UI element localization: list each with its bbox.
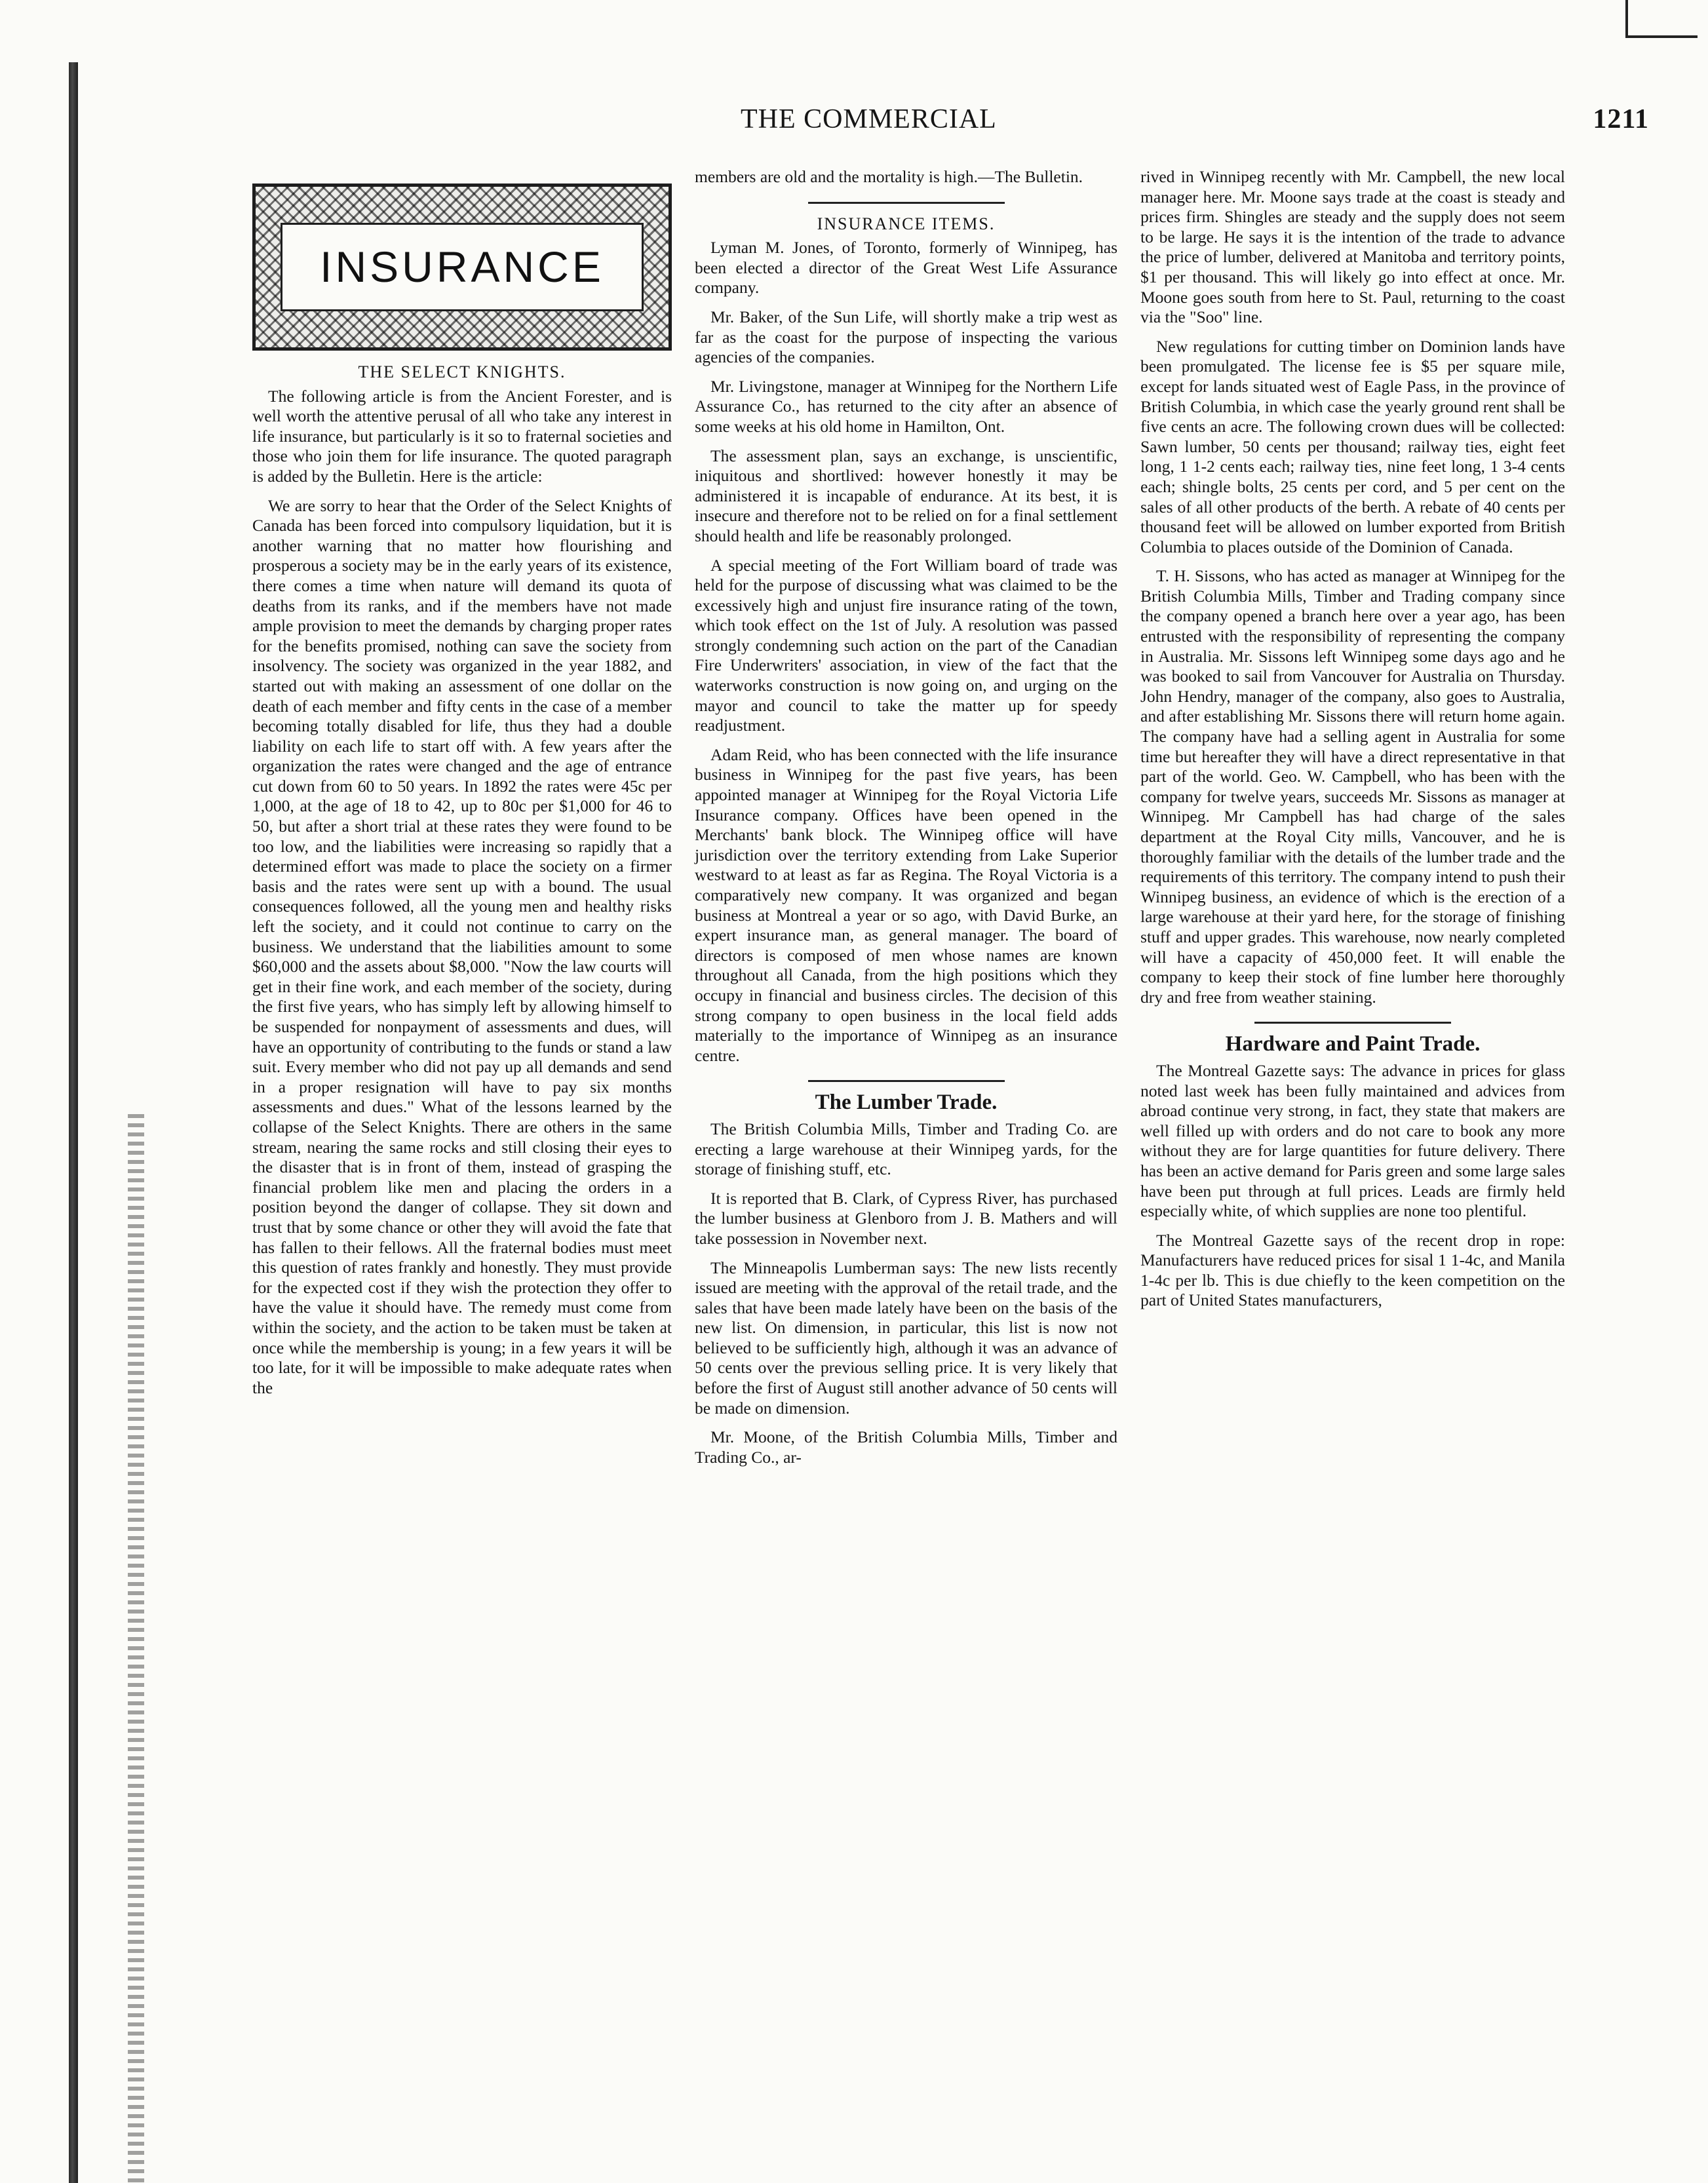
article-paragraph: The following article is from the Ancient Forester, and is well worth the attentive perusal of all who take any interest in life insurance, but particularly is it so to fraternal societies and those who join them for life insurance. The quoted paragraph is added by the Bulletin. Here is the article: <box>252 386 672 486</box>
lumber-continued: rived in Winnipeg recently with Mr. Campbell, the new local manager here. Mr. Moone says trade at the coast is steady and prices firm. Shingles are steady and the supply does not seem to be large. He says it is the intention of the trade to advance the price of lumber, delivered at Manitoba and territory points, $1 per thousand. This will likely go into effect at once. Mr. Moone goes south from here to St. Paul, returning to the coast via the "Soo" line. <box>1140 167 1565 327</box>
hardware-heading: Hardware and Paint Trade. <box>1225 1032 1481 1056</box>
lumber-paragraph: New regulations for cutting timber on Dominion lands have been promulgated. The license fee is $5 per square mile, except for lands situated west of Eagle Pass, in the province of British Columbia, in which case the yearly ground rent shall be five cents an acre. The following crown dues will be collected: Sawn lumber, 50 cents per thousand; railway ties, eight feet long, 1 1-2 cents each; railway ties, nine feet long, 1 3-4 cents each; shingle bolts, 25 cents per cord, and 5 per cent on the sales of all other products of the berth. A rebate of 40 cents per thousand feet will be allowed on lumber exported from British Columbia to places outside of the Dominion of Canada. <box>1140 336 1565 556</box>
banner-title: INSURANCE <box>281 223 644 311</box>
news-item: The assessment plan, says an exchange, is unscientific, iniquitous and shortlived: however honestly it may be administered it is incapable of endurance. At its best, it is insecure and therefore not to be relied on for a final settlement should health and life be reasonably prolonged. <box>695 446 1117 545</box>
news-item: Adam Reid, who has been connected with the life insurance business in Winnipeg for the past five years, has been appointed manager at Winnipeg for the Royal Victoria Life Insurance company. Offices have been opened in the Merchants' bank block. The Winnipeg office will have jurisdiction over the territory extending from Lake Superior westward to at least as far as Regina. The Royal Victoria is a comparatively new company. It was organized and began business at Montreal a year or so ago, with David Burke, an expert insurance man, as general manager. The board of directors is composed of men whose names are known throughout all Canada, from the high positions which they occupy in financial and business circles. The decision of this strong company to open business in the local field adds materially to the importance of Winnipeg as an insurance centre. <box>695 744 1117 1065</box>
lumber-heading: The Lumber Trade. <box>815 1091 998 1115</box>
column-1 <box>252 167 672 1398</box>
binding-texture <box>128 1114 144 2183</box>
binding-edge <box>0 0 147 2183</box>
section-rule <box>808 1080 1005 1082</box>
running-head <box>741 104 1649 143</box>
hardware-paragraph: The Montreal Gazette says of the recent drop in rope: Manufacturers have reduced prices for sisal 1 1-4c, and Manila 1-4c per lb. This is due chiefly to the keen competition on the part of United States manufacturers, <box>1140 1230 1565 1310</box>
news-item: Mr. Livingstone, manager at Winnipeg for the Northern Life Assurance Co., has returned to the city after an absence of some weeks at his old home in Hamilton, Ont. <box>695 376 1117 436</box>
lumber-paragraph: T. H. Sissons, who has acted as manager at Winnipeg for the British Columbia Mills, Timber and Trading company since the company opened a branch here over a year ago, has been entrusted with the responsibility of representing the company in Australia. Mr. Sissons left Winnipeg some days ago and he was booked to sail from Vancouver for Australia on Thursday. John Hendry, manager of the company, also goes to Australia, and after establishing Mr. Sissons there will return home again. The company have had a selling agent in Australia for some time but hereafter they will have a direct representative in that part of the world. Geo. W. Campbell, who has been with the company for twelve years, succeeds Mr. Sissons as manager at Winnipeg. Mr Campbell has had charge of the sales department at the Royal City mills, Vancouver, and he is thoroughly familiar with the details of the lumber trade and the requirements of this territory. The company intend to push their Winnipeg business, an evidence of which is the erection of a large warehouse at their yard here, for the storage of finishing stuff and upper grades. This warehouse, now nearly completed will have a capacity of 450,000 feet. It will enable the company to keep their stock of fine lumber here thoroughly dry and free from weather staining. <box>1140 566 1565 1007</box>
section-banner <box>252 184 672 351</box>
section-rule <box>808 202 1005 204</box>
section-rule <box>1254 1022 1451 1024</box>
article-paragraph: We are sorry to hear that the Order of the Select Knights of Canada has been forced into compulsory liquidation, but it is another warning that no matter how flourishing and prosperous a society may be in the early years of its existence, there comes a time when nature will demand its quota of deaths from its ranks, and if the members have not made ample provision to meet the demands by charging proper rates for the benefits promised, nothing can save the society from insolvency. The society was organized in the year 1882, and started out with making an assessment of one dollar on the death of each member and fifty cents in the case of a member becoming totally disabled for life, thus they had a double liability on each life to start off with. A few years after the organization the rates were changed and the age of entrance cut down from 60 to 50 years. In 1892 the rates were 45c per 1,000, at the age of 18 to 42, up to 80c per $1,000 for 46 to 50, but after a short trial at these rates they were found to be too low, and the liabilities were increasing so rapidly that a determined effort was made to place the society on a firmer basis and the rates were sent up with a bound. The usual consequences followed, all the young men and healthy risks left the society, and it could not continue to carry on the business. We understand that the liabilities amount to some $60,000 and the assets about $8,000. "Now the law courts will get in their fine work, and each member of the society, during the first five years, who has simply left by allowing himself to be suspended for nonpayment of assessments and dues, will have an opportunity of contributing to the funds or stand a law suit. Every member who did not pay up all demands and send in a proper resignation will have to pay six months assessments and dues." What of the lessons learned by the collapse of the Select Knights. There are others in the same stream, nearing the same rocks and still closing their eyes to the disaster that is in front of them, instead of grasping the financial problem like men and placing the orders in a position beyond the danger of collapse. They sit down and trust that by some chance or other they will avoid the fate that has fallen to their fellows. All the fraternal bodies must meet this question of rates frankly and honestly. They must provide for the expected cost if they wish the protection they offer to have the value it should have. The remedy must come from within the society, and the action to be taken must be taken at once while the membership is young; in a few years it will be too late, for it will be impossible to make adequate rates when the <box>252 495 672 1397</box>
lumber-paragraph: The Minneapolis Lumberman says: The new lists recently issued are meeting with the approval of the retail trade, and the sales that have been made lately have been on the basis of the new list. On dimension, in particular, this list is now not believed to be sufficiently high, although it was an advance of 50 cents over the previous selling price. It is very likely that before the first of August still another advance of 50 cents will be made on dimension. <box>695 1258 1117 1418</box>
lumber-paragraph: Mr. Moone, of the British Columbia Mills, Timber and Trading Co., ar- <box>695 1427 1117 1467</box>
continued-paragraph: members are old and the mortality is high.—The Bulletin. <box>695 167 1083 186</box>
article-heading: THE SELECT KNIGHTS. <box>358 362 566 381</box>
crop-mark <box>1625 0 1698 39</box>
binding-shadow <box>69 62 78 2183</box>
items-heading: INSURANCE ITEMS. <box>817 214 996 233</box>
news-item: Mr. Baker, of the Sun Life, will shortly make a trip west as far as the coast for the purpose of inspecting the various agencies of the companies. <box>695 307 1117 367</box>
page-number: 1211 <box>1593 104 1649 134</box>
hardware-paragraph: The Montreal Gazette says: The advance in prices for glass noted last week has been fully maintained and advices from abroad continue very strong, in fact, they state that makers are well filled up with orders and do not care to book any more without they are for large quantities for future delivery. There has been an active demand for Paris green and some large sales have been put through at full prices. Leads are firmly held especially white, of which supplies are none too plentiful. <box>1140 1060 1565 1221</box>
column-3 <box>1140 167 1565 1311</box>
column-2 <box>695 167 1117 1467</box>
lumber-paragraph: It is reported that B. Clark, of Cypress River, has purchased the lumber business at Glenboro from J. B. Mathers and will take possession in November next. <box>695 1188 1117 1248</box>
lumber-paragraph: The British Columbia Mills, Timber and Trading Co. are erecting a large warehouse at their Winnipeg yards, for the storage of finishing stuff, etc. <box>695 1119 1117 1179</box>
news-item: A special meeting of the Fort William board of trade was held for the purpose of discussing what was claimed to be the excessively high and unjust fire insurance rating of the town, which took effect on the 1st of July. A resolution was passed strongly condemning such action on the part of the Canadian Fire Underwriters' association, in view of the fact that the waterworks construction is now going on, and urging on the mayor and council to take the matter up for speedy readjustment. <box>695 555 1117 735</box>
publication-title: THE COMMERCIAL <box>741 104 997 134</box>
news-item: Lyman M. Jones, of Toronto, formerly of Winnipeg, has been elected a director of the Great West Life Assurance company. <box>695 238 1117 298</box>
